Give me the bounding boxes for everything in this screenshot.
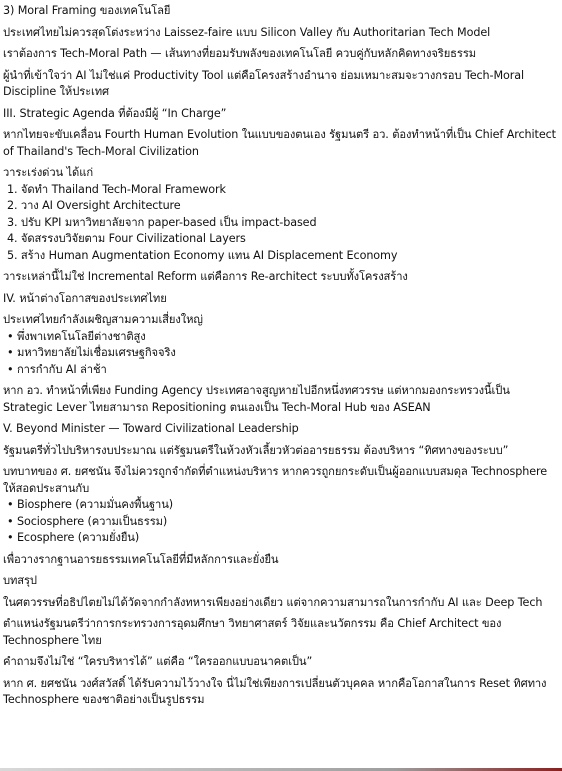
numbered-list-item: 5. สร้าง Human Augmentation Economy แทน AI Displacement Economy: [7, 248, 398, 262]
paragraph: เพื่อวางรากฐานอารยธรรมเทคโนโลยีที่มีหลักการและยั่งยืน: [3, 552, 279, 566]
bullet-list-item: • Biosphere (ความมั่นคงพื้นฐาน): [7, 498, 174, 511]
list-lead-text: วาระเร่งด่วน ได้แก่: [3, 166, 94, 179]
paragraph: หาก อว. ทำหน้าที่เพียง Funding Agency ประเทศอาจสูญหายไปอีกหนึ่งทศวรรษ แต่หากมองกระทรวงนี้เป็น Strategic Lever ไทยสามารถ Repositioning ตนเองเป็น Tech-Moral Hub ของ ASEAN: [3, 384, 510, 414]
bullet-list-item: • มหาวิทยาลัยไม่เชื่อมเศรษฐกิจจริง: [7, 346, 176, 359]
bullet-list-item: • Sociosphere (ความเป็นธรรม): [7, 514, 168, 528]
section-heading: บทสรุป: [3, 574, 37, 587]
bullet-list-item: • การกำกับ AI ล่าช้า: [7, 362, 107, 376]
paragraph: รัฐมนตรีทั่วไปบริหารงบประมาณ แต่รัฐมนตรีในห้วงหัวเลี้ยวหัวต่ออารยธรรม ต้องบริหาร “ทิศทางของระบบ”: [3, 443, 509, 457]
numbered-list-item: 3. ปรับ KPI มหาวิทยาลัยจาก paper-based เป็น impact-based: [7, 215, 317, 229]
paragraph: ในศตวรรษที่อธิปไตยไม่ได้วัดจากกำลังทหารเพียงอย่างเดียว แต่จากความสามารถในการกำกับ AI และ Deep Tech: [3, 595, 543, 609]
paragraph: เราต้องการ Tech-Moral Path — เส้นทางที่ยอมรับพลังของเทคโนโลยี ควบคู่กับหลักคิดทางจริยธรรม: [3, 47, 476, 60]
paragraph: หาก ศ. ยศชนัน วงศ์สวัสดิ์ ได้รับความไว้วางใจ นี่ไม่ใช่เพียงการเปลี่ยนตัวบุคคล หากคือโอกาสในการ Reset ทิศทาง Technosphere ของชาติอย่างเป็นรูปธรรม: [3, 676, 547, 706]
list-lead-text: ประเทศไทยกำลังเผชิญสามความเสี่ยงใหญ่: [3, 313, 203, 326]
paragraph: ประเทศไทยไม่ควรสุดโต่งระหว่าง Laissez-faire แบบ Silicon Valley กับ Authoritarian Tech Model: [3, 25, 491, 39]
paragraph: ตำแหน่งรัฐมนตรีว่าการกระทรวงการอุดมศึกษา วิทยาศาสตร์ วิจัยและนวัตกรรม คือ Chief Architect ของ Technosphere ไทย: [3, 617, 502, 647]
section-heading: III. Strategic Agenda ที่ต้องมีผู้ “In Charge”: [3, 106, 227, 120]
section-heading: IV. หน้าต่างโอกาสของประเทศไทย: [3, 291, 167, 305]
numbered-list-item: 1. จัดทำ Thailand Tech-Moral Framework: [7, 182, 226, 196]
paragraph: ผู้นำที่เข้าใจว่า AI ไม่ใช่แค่ Productivity Tool แต่คือโครงสร้างอำนาจ ย่อมเหมาะสมจะวางกรอบ Tech-Moral Discipline ให้ประเทศ: [3, 68, 525, 98]
paragraph: วาระเหล่านี้ไม่ใช่ Incremental Reform แต่คือการ Re-architect ระบบทั้งโครงสร้าง: [3, 270, 408, 283]
document-body: [3, 3, 557, 763]
bullet-list-block: [3, 464, 557, 547]
bullet-list-item: • Ecosphere (ความยั่งยืน): [7, 531, 140, 544]
bullet-list-block: [3, 312, 557, 378]
numbered-list-item: 4. จัดสรรงบวิจัยตาม Four Civilizational Layers: [7, 232, 246, 245]
section-heading: 3) Moral Framing ของเทคโนโลยี: [3, 4, 171, 17]
numbered-list-block: [3, 165, 557, 264]
numbered-list-item: 2. วาง AI Oversight Architecture: [7, 199, 181, 212]
paragraph: คำถามจึงไม่ใช่ “ใครบริหารได้” แต่คือ “ใครออกแบบอนาคตเป็น”: [3, 655, 313, 668]
paragraph: หากไทยจะขับเคลื่อน Fourth Human Evolution ในแบบของตนเอง รัฐมนตรี อว. ต้องทำหน้าที่เป็น Chief Architect of Thailand's Tech-Moral Civilization: [3, 128, 556, 158]
section-heading: V. Beyond Minister — Toward Civilizational Leadership: [3, 422, 299, 435]
bullet-list-item: • พึ่งพาเทคโนโลยีต่างชาติสูง: [7, 329, 146, 343]
list-lead-text: บทบาทของ ศ. ยศชนัน จึงไม่ควรถูกจำกัดที่ตำแหน่งบริหาร หากควรถูกยกระดับเป็นผู้ออกแบบสมดุล Technosphere ให้สอดประสานกับ: [3, 465, 548, 495]
